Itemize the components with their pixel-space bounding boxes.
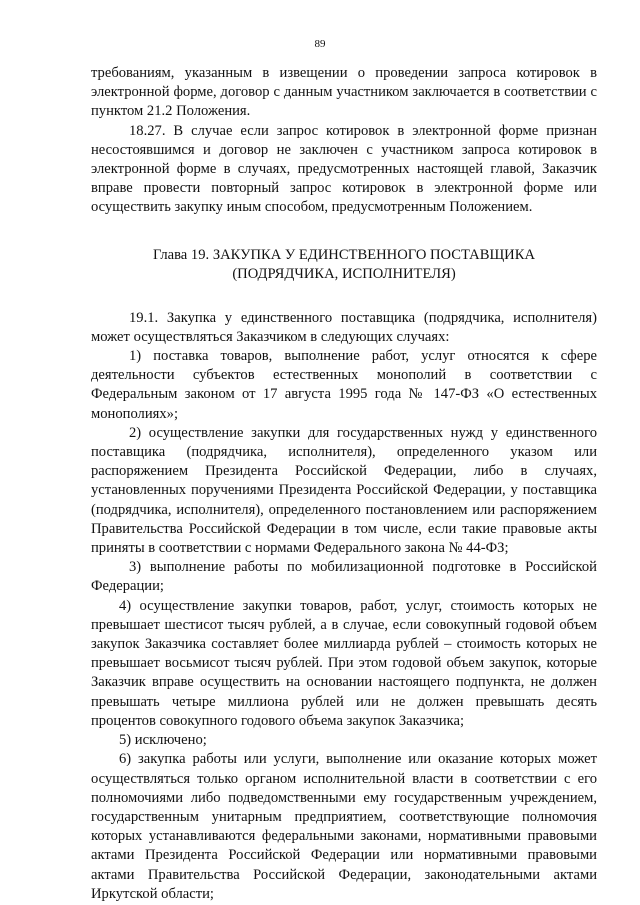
page-number: 89 xyxy=(314,38,326,50)
list-item-5: 5) исключено; xyxy=(119,732,207,749)
clause-19-1: 19.1. Закупка у единственного поставщика (подрядчика, исполнителя) может осуществляться Заказчиком в следующих случаях: xyxy=(91,309,597,345)
list-item-3: 3) выполнение работы по мобилизационной подготовке в Российской Федерации; xyxy=(91,559,597,595)
document-body xyxy=(91,64,597,904)
chapter-heading xyxy=(91,246,597,285)
list-item-6: 6) закупка работы или услуги, выполнение или оказание которых может осуществляться только органом исполнительной власти в соответствии с его полномочиями либо подведомственными ему государственным учреждением, государственным унитарным предприятием, соответствующие полномочия которых устанавливаются федеральными законами, нормативными правовыми актами Президента Российской Федерации или нормативными правовыми актами Правительства Российской Федерации, законодательными актами Иркутской области; xyxy=(91,751,597,902)
list-item-4: 4) осуществление закупки товаров, работ, услуг, стоимость которых не превышает шестисот тысяч рублей, а в случае, если совокупный годовой объем закупок Заказчика составляет более миллиарда рублей – стоимость которых не превышает восьмисот тысяч рублей. При этом годовой объем закупок, которые Заказчик вправе осуществить на основании настоящего подпункта, не должен превышать четыре миллиона рублей или не должен превышать десять процентов совокупного годового объема закупок Заказчика; xyxy=(91,597,597,729)
chapter-subtitle: (ПОДРЯДЧИКА, ИСПОЛНИТЕЛЯ) xyxy=(232,266,456,283)
paragraph-continuation: требованиям, указанным в извещении о проведении запроса котировок в электронной форме, договор с данным участником заключается в соответствии с пунктом 21.2 Положения. xyxy=(91,65,597,120)
paragraph-18-27: 18.27. В случае если запрос котировок в электронной форме признан несостоявшимся и договор не заключен с участником запроса котировок в электронной форме в случаях, предусмотренных настоящей главой, Заказчик вправе провести повторный запрос котировок в электронной форме или осуществить закупку иным способом, предусмотренным Положением. xyxy=(91,122,597,216)
chapter-title: Глава 19. ЗАКУПКА У ЕДИНСТВЕННОГО ПОСТАВЩИКА xyxy=(153,246,535,263)
list-item-1: 1) поставка товаров, выполнение работ, услуг относятся к сфере деятельности субъектов естественных монополий в соответствии с Федеральным законом от 17 августа 1995 года № 147-ФЗ «О естественных монополиях»; xyxy=(91,348,597,422)
list-item-2: 2) осуществление закупки для государственных нужд у единственного поставщика (подрядчика, исполнителя), определенного указом или распоряжением Президента Российской Федерации, либо в случаях, установленных поручениями Президента Российской Федерации, у поставщика (подрядчика, исполнителя), определенного постановлением или распоряжением Правительства Российской Федерации в том числе, если такие правовые акты приняты в соответствии с нормами Федерального закона № 44-ФЗ; xyxy=(91,424,597,557)
